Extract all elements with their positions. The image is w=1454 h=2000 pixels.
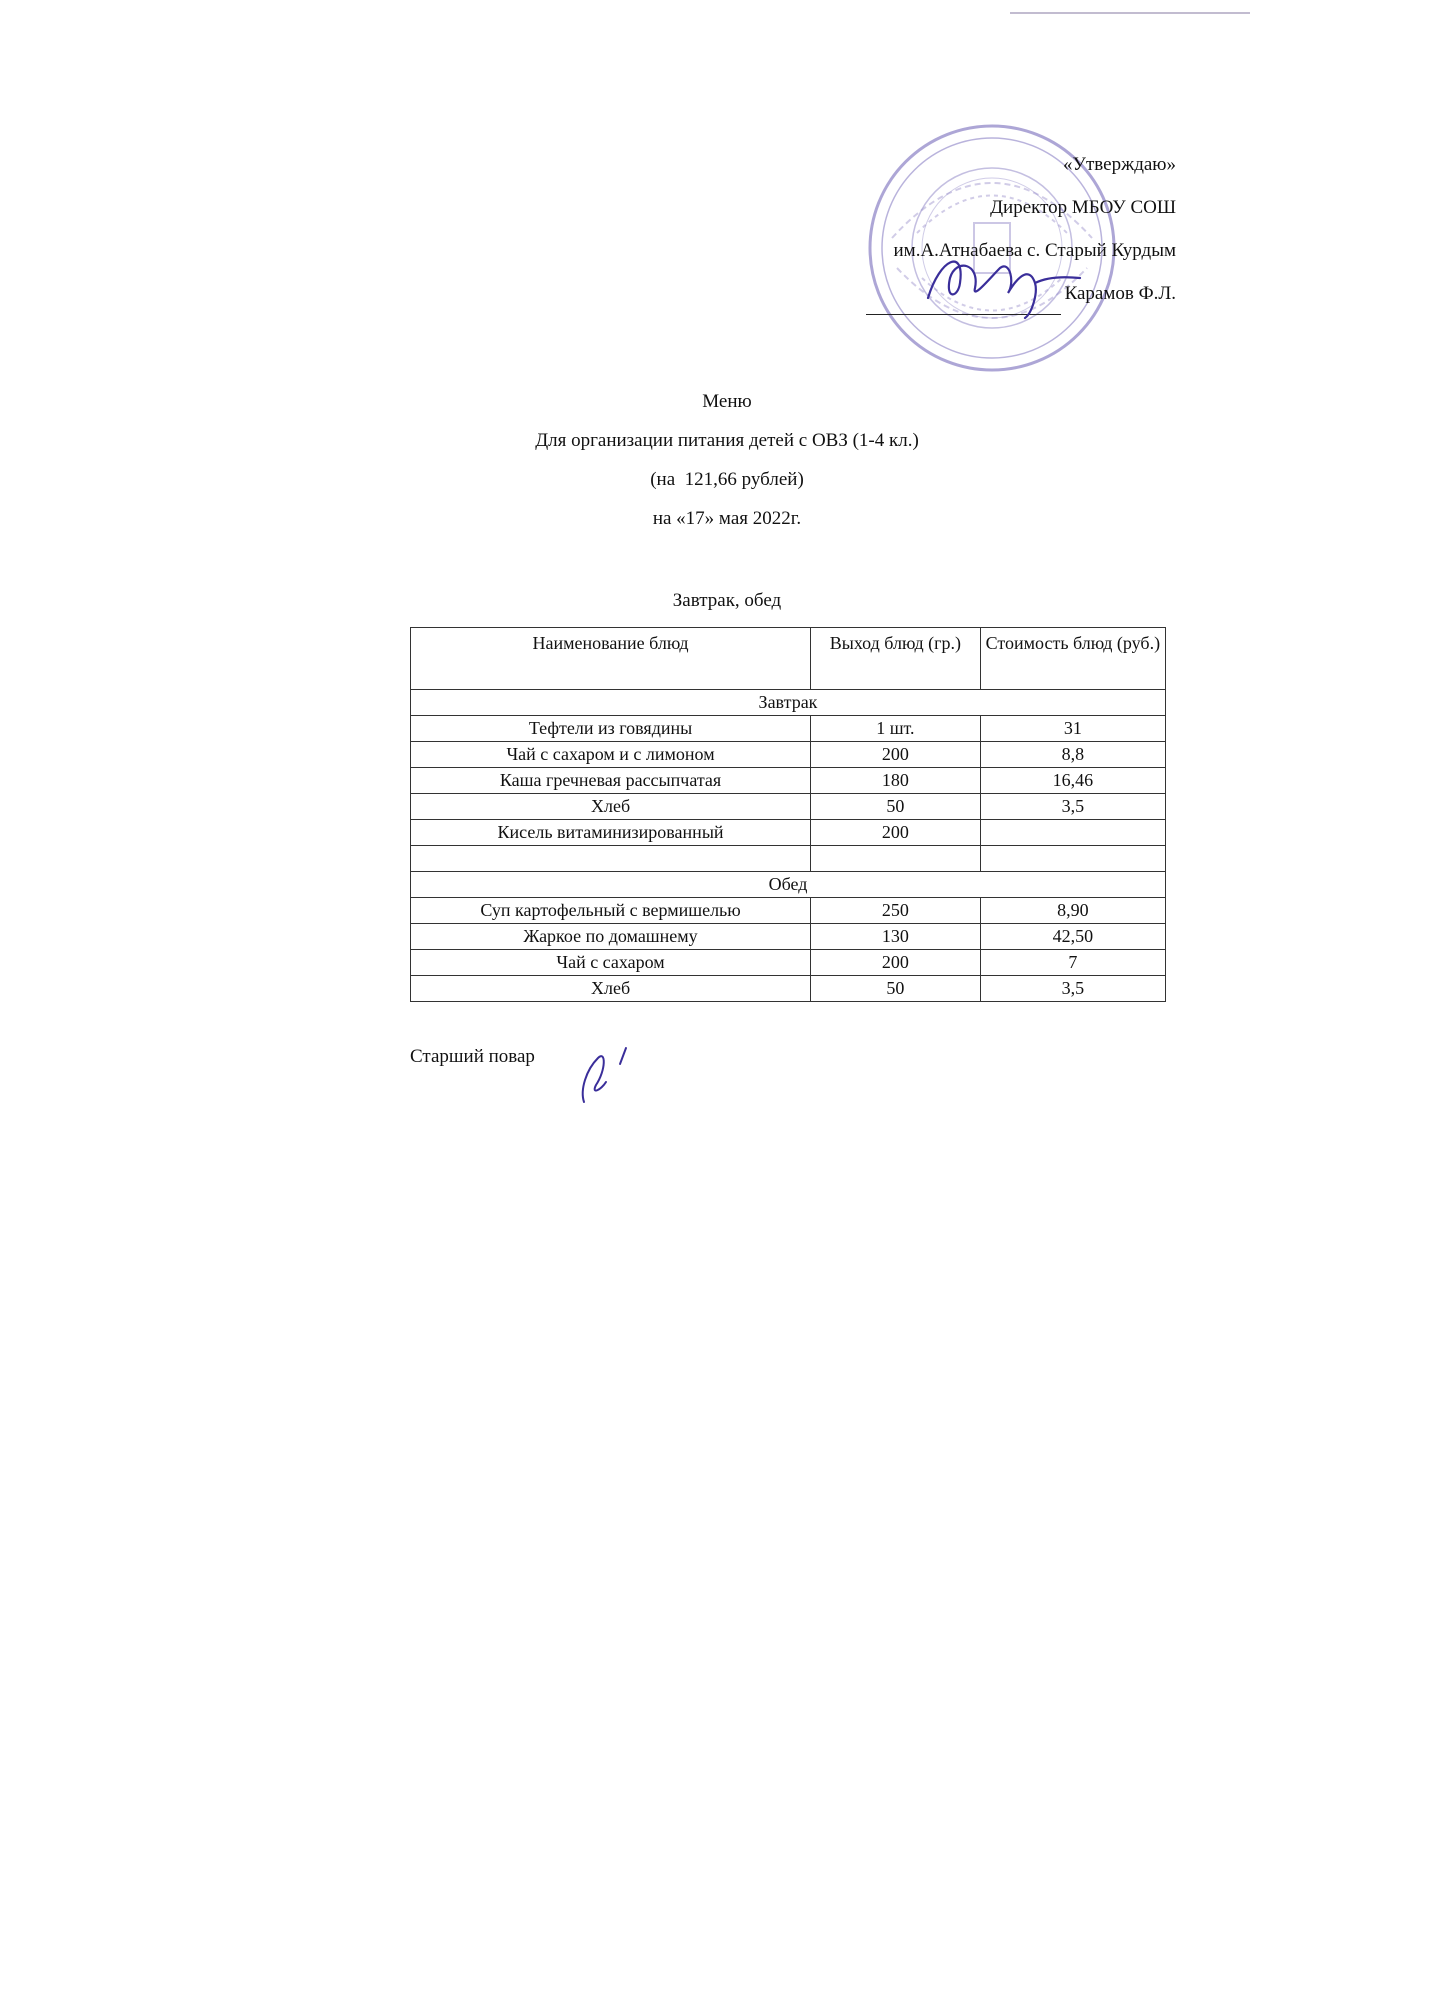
dish-cell: Кисель витаминизированный [411, 820, 811, 846]
yield-cell: 180 [811, 768, 981, 794]
dish-cell: Жаркое по домашнему [411, 924, 811, 950]
approval-position: Директор МБОУ СОШ [990, 197, 1176, 218]
dish-cell: Суп картофельный с вермишелью [411, 898, 811, 924]
table-header-row [411, 628, 1166, 690]
cost-cell [980, 820, 1165, 846]
table-row [411, 820, 1166, 846]
cost-cell: 42,50 [980, 924, 1165, 950]
approval-heading: «Утверждаю» [1063, 154, 1176, 175]
table-row [411, 950, 1166, 976]
yield-cell: 130 [811, 924, 981, 950]
dish-cell [411, 846, 811, 872]
table-row [411, 794, 1166, 820]
document-title: Меню [702, 391, 752, 412]
document-date: на «17» мая 2022г. [652, 508, 802, 529]
column-header-dish: Наименование блюд [411, 628, 811, 690]
director-signature [920, 238, 1090, 328]
approval-school: им.А.Атнабаева с. Старый Курдым [893, 240, 1176, 261]
menu-table-body [411, 690, 1166, 1002]
column-header-yield: Выход блюд (гр.) [811, 628, 981, 690]
cost-cell [980, 846, 1165, 872]
cook-label: Старший повар [410, 1046, 535, 1067]
approval-name: Карамов Ф.Л. [1064, 283, 1176, 304]
yield-cell: 1 шт. [811, 716, 981, 742]
cost-cell: 31 [980, 716, 1165, 742]
cost-cell: 3,5 [980, 976, 1165, 1002]
table-row [411, 976, 1166, 1002]
cost-cell: 8,90 [980, 898, 1165, 924]
yield-cell: 200 [811, 742, 981, 768]
section-title: Обед [411, 872, 1166, 898]
cook-signature [576, 1040, 656, 1110]
table-row [411, 742, 1166, 768]
table-row [411, 924, 1166, 950]
section-title: Завтрак [411, 690, 1166, 716]
column-header-cost: Стоимость блюд (руб.) [980, 628, 1165, 690]
document-subtitle: Для организации питания детей с ОВЗ (1-4 кл.) [535, 430, 919, 451]
menu-table [410, 627, 1166, 1002]
cost-cell: 3,5 [980, 794, 1165, 820]
cost-cell: 8,8 [980, 742, 1165, 768]
dish-cell: Хлеб [411, 794, 811, 820]
cost-cell: 7 [980, 950, 1165, 976]
document-header [0, 382, 1454, 538]
meal-title: Завтрак, обед [672, 590, 782, 611]
yield-cell: 50 [811, 976, 981, 1002]
dish-cell: Каша гречневая рассыпчатая [411, 768, 811, 794]
scan-edge-line [1010, 12, 1250, 14]
table-row [411, 768, 1166, 794]
dish-cell: Чай с сахаром [411, 950, 811, 976]
document-price: (на 121,66 рублей) [650, 469, 804, 490]
dish-cell: Хлеб [411, 976, 811, 1002]
table-row [411, 846, 1166, 872]
table-row [411, 716, 1166, 742]
section-row [411, 690, 1166, 716]
table-row [411, 898, 1166, 924]
dish-cell: Тефтели из говядины [411, 716, 811, 742]
section-row [411, 872, 1166, 898]
yield-cell: 250 [811, 898, 981, 924]
yield-cell: 200 [811, 950, 981, 976]
cost-cell: 16,46 [980, 768, 1165, 794]
yield-cell [811, 846, 981, 872]
yield-cell: 50 [811, 794, 981, 820]
dish-cell: Чай с сахаром и с лимоном [411, 742, 811, 768]
yield-cell: 200 [811, 820, 981, 846]
